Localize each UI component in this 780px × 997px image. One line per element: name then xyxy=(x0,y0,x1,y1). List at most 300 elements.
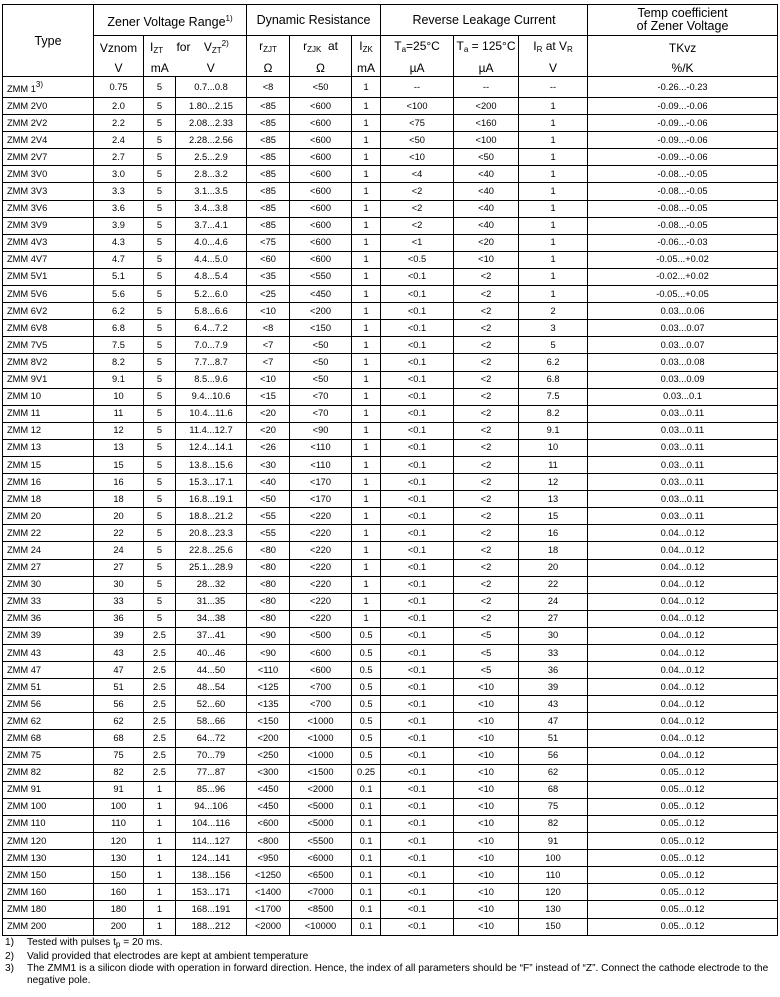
vznom-header: Vznom xyxy=(94,36,144,60)
cell-vzt: 18.8...21.2 xyxy=(176,508,247,525)
table-row xyxy=(3,542,778,559)
cell-vr: 39 xyxy=(519,679,588,696)
cell-izk: 0.5 xyxy=(352,747,381,764)
cell-vznom: 9.1 xyxy=(94,371,144,388)
cell-ir125: <40 xyxy=(454,200,519,217)
cell-ir125: <200 xyxy=(454,98,519,115)
cell-ir125: <40 xyxy=(454,183,519,200)
cell-ir125: <5 xyxy=(454,662,519,679)
cell-rzjt: <55 xyxy=(247,525,290,542)
cell-vr: 150 xyxy=(519,918,588,935)
cell-vzt: 114...127 xyxy=(176,833,247,850)
cell-vzt: 8.5...9.6 xyxy=(176,371,247,388)
header-row-params xyxy=(3,36,778,60)
cell-tkvz: 0.05...0.12 xyxy=(588,867,778,884)
cell-izt: 5 xyxy=(144,132,176,149)
cell-tkvz: 0.03...0.11 xyxy=(588,422,778,439)
cell-ir125: <10 xyxy=(454,901,519,918)
cell-vr: -- xyxy=(519,77,588,98)
cell-rzjk: <6000 xyxy=(290,850,352,867)
cell-vr: 1 xyxy=(519,234,588,251)
cell-vznom: 6.2 xyxy=(94,303,144,320)
cell-rzjk: <5000 xyxy=(290,798,352,815)
cell-izt: 5 xyxy=(144,371,176,388)
cell-vzt: 4.0...4.6 xyxy=(176,234,247,251)
cell-rzjt: <300 xyxy=(247,764,290,781)
cell-rzjk: <700 xyxy=(290,696,352,713)
cell-rzjk: <700 xyxy=(290,679,352,696)
cell-vzt: 188...212 xyxy=(176,918,247,935)
cell-type: ZMM 56 xyxy=(3,696,94,713)
table-row xyxy=(3,405,778,422)
cell-vzt: 4.4...5.0 xyxy=(176,251,247,268)
cell-izt: 5 xyxy=(144,98,176,115)
table-row xyxy=(3,200,778,217)
cell-izk: 0.5 xyxy=(352,679,381,696)
cell-izk: 0.5 xyxy=(352,645,381,662)
cell-tkvz: 0.03...0.07 xyxy=(588,337,778,354)
table-row xyxy=(3,251,778,268)
cell-izt: 5 xyxy=(144,166,176,183)
cell-rzjt: <40 xyxy=(247,474,290,491)
cell-vr: 62 xyxy=(519,764,588,781)
cell-vznom: 82 xyxy=(94,764,144,781)
cell-izt: 5 xyxy=(144,286,176,303)
cell-vzt: 153...171 xyxy=(176,884,247,901)
cell-rzjt: <125 xyxy=(247,679,290,696)
cell-rzjt: <85 xyxy=(247,98,290,115)
table-row xyxy=(3,764,778,781)
cell-tkvz: -0.08...-0.05 xyxy=(588,183,778,200)
cell-tkvz: 0.04...0.12 xyxy=(588,559,778,576)
table-row xyxy=(3,713,778,730)
vr-header: $I_R$ at $V_R$ xyxy=(519,36,588,60)
cell-rzjk: <1500 xyxy=(290,764,352,781)
cell-vzt: 25.1...28.9 xyxy=(176,559,247,576)
cell-rzjt: <80 xyxy=(247,593,290,610)
footnotes xyxy=(2,937,777,987)
cell-rzjt: <1250 xyxy=(247,867,290,884)
cell-ir125: <50 xyxy=(454,149,519,166)
cell-izt: 5 xyxy=(144,183,176,200)
cell-ir25: <4 xyxy=(381,166,454,183)
cell-vznom: 18 xyxy=(94,491,144,508)
cell-ir25: <100 xyxy=(381,98,454,115)
cell-vr: 11 xyxy=(519,456,588,473)
cell-izk: 0.5 xyxy=(352,713,381,730)
cell-izk: 1 xyxy=(352,371,381,388)
cell-ir25: <0.1 xyxy=(381,422,454,439)
cell-type: ZMM 75 xyxy=(3,747,94,764)
cell-izt: 5 xyxy=(144,491,176,508)
cell-rzjk: <200 xyxy=(290,303,352,320)
cell-tkvz: 0.03...0.11 xyxy=(588,439,778,456)
table-row xyxy=(3,268,778,285)
cell-izk: 1 xyxy=(352,405,381,422)
cell-type: ZMM 5V6 xyxy=(3,286,94,303)
table-row xyxy=(3,217,778,234)
cell-vr: 1 xyxy=(519,166,588,183)
cell-vzt: 37...41 xyxy=(176,627,247,644)
cell-type: ZMM 2V4 xyxy=(3,132,94,149)
cell-rzjk: <6500 xyxy=(290,867,352,884)
cell-type: ZMM 27 xyxy=(3,559,94,576)
cell-type: ZMM 150 xyxy=(3,867,94,884)
cell-izt: 5 xyxy=(144,576,176,593)
cell-vr: 110 xyxy=(519,867,588,884)
cell-ir25: <50 xyxy=(381,132,454,149)
cell-rzjt: <1400 xyxy=(247,884,290,901)
cell-izk: 1 xyxy=(352,217,381,234)
cell-vznom: 12 xyxy=(94,422,144,439)
cell-ir25: <0.1 xyxy=(381,850,454,867)
cell-vznom: 11 xyxy=(94,405,144,422)
cell-ir125: -- xyxy=(454,77,519,98)
cell-izk: 1 xyxy=(352,132,381,149)
cell-ir125: <2 xyxy=(454,576,519,593)
cell-type: ZMM 3V3 xyxy=(3,183,94,200)
cell-rzjt: <20 xyxy=(247,422,290,439)
cell-type: ZMM 6V2 xyxy=(3,303,94,320)
cell-tkvz: 0.03...0.11 xyxy=(588,474,778,491)
cell-vzt: 10.4...11.6 xyxy=(176,405,247,422)
table-row xyxy=(3,815,778,832)
cell-ir125: <2 xyxy=(454,542,519,559)
cell-tkvz: 0.04...0.12 xyxy=(588,747,778,764)
cell-vzt: 9.4...10.6 xyxy=(176,388,247,405)
cell-vzt: 104...116 xyxy=(176,815,247,832)
cell-vzt: 2.28...2.56 xyxy=(176,132,247,149)
cell-rzjt: <2000 xyxy=(247,918,290,935)
cell-rzjt: <110 xyxy=(247,662,290,679)
cell-rzjt: <80 xyxy=(247,542,290,559)
cell-ir125: <2 xyxy=(454,354,519,371)
cell-ir125: <10 xyxy=(454,730,519,747)
cell-rzjt: <85 xyxy=(247,149,290,166)
cell-izt: 1 xyxy=(144,798,176,815)
cell-type: ZMM 2V0 xyxy=(3,98,94,115)
cell-vr: 20 xyxy=(519,559,588,576)
table-row xyxy=(3,234,778,251)
cell-vr: 2 xyxy=(519,303,588,320)
cell-rzjt: <200 xyxy=(247,730,290,747)
cell-izt: 5 xyxy=(144,593,176,610)
cell-ir25: <0.1 xyxy=(381,388,454,405)
cell-izt: 2.5 xyxy=(144,713,176,730)
cell-ir25: <0.1 xyxy=(381,696,454,713)
cell-type: ZMM 36 xyxy=(3,610,94,627)
cell-rzjt: <15 xyxy=(247,388,290,405)
cell-vr: 1 xyxy=(519,149,588,166)
cell-izt: 1 xyxy=(144,781,176,798)
cell-izk: 1 xyxy=(352,593,381,610)
cell-vzt: 5.8...6.6 xyxy=(176,303,247,320)
cell-rzjk: <10000 xyxy=(290,918,352,935)
cell-tkvz: 0.04...0.12 xyxy=(588,593,778,610)
cell-type: ZMM 43 xyxy=(3,645,94,662)
cell-ir125: <10 xyxy=(454,713,519,730)
cell-izk: 1 xyxy=(352,200,381,217)
cell-vznom: 51 xyxy=(94,679,144,696)
table-row xyxy=(3,662,778,679)
cell-tkvz: -0.09...-0.06 xyxy=(588,98,778,115)
ir125-header: $T_a = 125^\circ C$ xyxy=(454,36,519,60)
cell-izt: 5 xyxy=(144,542,176,559)
cell-rzjt: <26 xyxy=(247,439,290,456)
cell-izk: 1 xyxy=(352,474,381,491)
cell-rzjk: <1000 xyxy=(290,713,352,730)
cell-rzjk: <220 xyxy=(290,576,352,593)
cell-izt: 5 xyxy=(144,474,176,491)
cell-rzjk: <7000 xyxy=(290,884,352,901)
table-row xyxy=(3,884,778,901)
cell-izk: 1 xyxy=(352,268,381,285)
cell-izt: 2.5 xyxy=(144,645,176,662)
cell-ir25: <0.1 xyxy=(381,815,454,832)
cell-vr: 18 xyxy=(519,542,588,559)
cell-ir25: <0.1 xyxy=(381,867,454,884)
cell-rzjt: <10 xyxy=(247,371,290,388)
cell-vr: 68 xyxy=(519,781,588,798)
cell-vzt: 0.7...0.8 xyxy=(176,77,247,98)
cell-ir25: <0.1 xyxy=(381,781,454,798)
cell-izk: 1 xyxy=(352,98,381,115)
cell-vznom: 22 xyxy=(94,525,144,542)
cell-type: ZMM 18 xyxy=(3,491,94,508)
cell-vznom: 8.2 xyxy=(94,354,144,371)
cell-vr: 130 xyxy=(519,901,588,918)
cell-izt: 5 xyxy=(144,320,176,337)
cell-rzjk: <600 xyxy=(290,662,352,679)
cell-ir125: <10 xyxy=(454,781,519,798)
cell-rzjt: <450 xyxy=(247,781,290,798)
cell-vznom: 10 xyxy=(94,388,144,405)
cell-rzjk: <600 xyxy=(290,217,352,234)
cell-rzjt: <85 xyxy=(247,217,290,234)
cell-vr: 1 xyxy=(519,132,588,149)
cell-izt: 2.5 xyxy=(144,627,176,644)
cell-ir25: <2 xyxy=(381,183,454,200)
cell-rzjk: <2000 xyxy=(290,781,352,798)
cell-vznom: 6.8 xyxy=(94,320,144,337)
cell-vr: 1 xyxy=(519,217,588,234)
cell-ir125: <2 xyxy=(454,491,519,508)
cell-vr: 7.5 xyxy=(519,388,588,405)
cell-vzt: 124...141 xyxy=(176,850,247,867)
cell-tkvz: 0.03...0.1 xyxy=(588,388,778,405)
cell-tkvz: 0.04...0.12 xyxy=(588,713,778,730)
table-row xyxy=(3,371,778,388)
cell-vznom: 120 xyxy=(94,833,144,850)
cell-izk: 1 xyxy=(352,508,381,525)
cell-ir125: <2 xyxy=(454,405,519,422)
cell-vzt: 11.4...12.7 xyxy=(176,422,247,439)
cell-type: ZMM 120 xyxy=(3,833,94,850)
cell-rzjt: <90 xyxy=(247,627,290,644)
cell-vr: 36 xyxy=(519,662,588,679)
cell-rzjt: <135 xyxy=(247,696,290,713)
cell-tkvz: 0.05...0.12 xyxy=(588,901,778,918)
cell-type: ZMM 4V7 xyxy=(3,251,94,268)
cell-tkvz: 0.03...0.06 xyxy=(588,303,778,320)
cell-type: ZMM 16 xyxy=(3,474,94,491)
cell-rzjk: <220 xyxy=(290,525,352,542)
cell-vzt: 44...50 xyxy=(176,662,247,679)
cell-type: ZMM 24 xyxy=(3,542,94,559)
cell-vr: 100 xyxy=(519,850,588,867)
zener-voltage-range-header: Zener Voltage Range$^{1)}$ xyxy=(94,5,247,36)
cell-type: ZMM 82 xyxy=(3,764,94,781)
cell-type: ZMM 4V3 xyxy=(3,234,94,251)
cell-vr: 6.8 xyxy=(519,371,588,388)
cell-izt: 1 xyxy=(144,901,176,918)
table-row xyxy=(3,850,778,867)
cell-ir125: <2 xyxy=(454,439,519,456)
cell-rzjt: <90 xyxy=(247,645,290,662)
cell-izt: 5 xyxy=(144,508,176,525)
cell-izt: 2.5 xyxy=(144,730,176,747)
cell-izk: 1 xyxy=(352,303,381,320)
cell-izt: 2.5 xyxy=(144,662,176,679)
cell-tkvz: 0.04...0.12 xyxy=(588,645,778,662)
cell-vznom: 36 xyxy=(94,610,144,627)
cell-tkvz: -0.05...+0.05 xyxy=(588,286,778,303)
table-row xyxy=(3,491,778,508)
cell-ir125: <2 xyxy=(454,371,519,388)
cell-rzjk: <220 xyxy=(290,593,352,610)
cell-type: ZMM 180 xyxy=(3,901,94,918)
cell-rzjt: <75 xyxy=(247,234,290,251)
cell-izt: 1 xyxy=(144,833,176,850)
cell-ir125: <20 xyxy=(454,234,519,251)
unit-rzjt: Ω xyxy=(247,59,290,77)
cell-ir25: <0.1 xyxy=(381,747,454,764)
cell-tkvz: 0.05...0.12 xyxy=(588,850,778,867)
cell-rzjt: <450 xyxy=(247,798,290,815)
cell-tkvz: 0.03...0.09 xyxy=(588,371,778,388)
table-row xyxy=(3,576,778,593)
cell-rzjk: <600 xyxy=(290,251,352,268)
cell-vznom: 130 xyxy=(94,850,144,867)
cell-vznom: 5.1 xyxy=(94,268,144,285)
cell-izk: 0.5 xyxy=(352,627,381,644)
cell-vznom: 30 xyxy=(94,576,144,593)
cell-ir125: <10 xyxy=(454,696,519,713)
cell-izt: 5 xyxy=(144,610,176,627)
table-row xyxy=(3,456,778,473)
cell-ir25: <1 xyxy=(381,234,454,251)
cell-rzjt: <800 xyxy=(247,833,290,850)
cell-rzjt: <250 xyxy=(247,747,290,764)
cell-type: ZMM 7V5 xyxy=(3,337,94,354)
footnote-2: 2) Valid provided that electrodes are kept at ambient temperature xyxy=(5,950,309,962)
cell-tkvz: 0.05...0.12 xyxy=(588,798,778,815)
cell-rzjk: <1000 xyxy=(290,730,352,747)
cell-rzjt: <8 xyxy=(247,320,290,337)
cell-tkvz: 0.05...0.12 xyxy=(588,781,778,798)
cell-ir125: <2 xyxy=(454,593,519,610)
cell-vznom: 43 xyxy=(94,645,144,662)
cell-vzt: 31...35 xyxy=(176,593,247,610)
cell-type: ZMM 10 xyxy=(3,388,94,405)
cell-rzjk: <220 xyxy=(290,559,352,576)
table-row xyxy=(3,730,778,747)
cell-vzt: 40...46 xyxy=(176,645,247,662)
cell-rzjk: <550 xyxy=(290,268,352,285)
cell-type: ZMM 47 xyxy=(3,662,94,679)
zener-datasheet xyxy=(2,4,777,987)
cell-ir125: <10 xyxy=(454,679,519,696)
table-row xyxy=(3,525,778,542)
cell-izk: 1 xyxy=(352,115,381,132)
table-row xyxy=(3,747,778,764)
cell-vzt: 48...54 xyxy=(176,679,247,696)
cell-rzjk: <50 xyxy=(290,371,352,388)
cell-izt: 5 xyxy=(144,388,176,405)
cell-tkvz: -0.26...-0.23 xyxy=(588,77,778,98)
cell-type: ZMM 30 xyxy=(3,576,94,593)
header-row-groups xyxy=(3,5,778,36)
cell-vr: 27 xyxy=(519,610,588,627)
cell-rzjk: <600 xyxy=(290,200,352,217)
cell-rzjk: <500 xyxy=(290,627,352,644)
cell-izt: 2.5 xyxy=(144,679,176,696)
unit-tkvz: %/K xyxy=(588,59,778,77)
cell-tkvz: 0.05...0.12 xyxy=(588,764,778,781)
table-row xyxy=(3,303,778,320)
cell-izk: 1 xyxy=(352,166,381,183)
cell-ir125: <10 xyxy=(454,918,519,935)
cell-type: ZMM 62 xyxy=(3,713,94,730)
cell-type: ZMM 39 xyxy=(3,627,94,644)
cell-type: ZMM 6V8 xyxy=(3,320,94,337)
cell-vr: 13 xyxy=(519,491,588,508)
cell-tkvz: -0.09...-0.06 xyxy=(588,115,778,132)
cell-izk: 1 xyxy=(352,422,381,439)
cell-ir25: <0.1 xyxy=(381,833,454,850)
cell-izt: 5 xyxy=(144,149,176,166)
cell-vr: 10 xyxy=(519,439,588,456)
cell-rzjk: <450 xyxy=(290,286,352,303)
cell-vznom: 4.7 xyxy=(94,251,144,268)
cell-rzjk: <70 xyxy=(290,388,352,405)
cell-izk: 1 xyxy=(352,439,381,456)
cell-type: ZMM 20 xyxy=(3,508,94,525)
cell-ir25: <0.1 xyxy=(381,764,454,781)
cell-vznom: 15 xyxy=(94,456,144,473)
table-row xyxy=(3,696,778,713)
cell-izt: 1 xyxy=(144,884,176,901)
cell-izk: 1 xyxy=(352,542,381,559)
cell-ir125: <160 xyxy=(454,115,519,132)
cell-tkvz: 0.05...0.12 xyxy=(588,918,778,935)
footnote-3: 3) The ZMM1 is a silicon diode with operation in forward direction. Hence, the index of all parameters should be “F” instead of “Z”. Connect the cathode electrode to the negative pole. xyxy=(5,962,769,986)
cell-rzjk: <50 xyxy=(290,354,352,371)
footnote-1: 1) Tested with pulses $t_p = 20$ ms. xyxy=(5,936,163,949)
cell-ir25: <0.1 xyxy=(381,679,454,696)
cell-rzjt: <85 xyxy=(247,115,290,132)
cell-ir125: <2 xyxy=(454,610,519,627)
cell-vzt: 34...38 xyxy=(176,610,247,627)
cell-type: ZMM 13) xyxy=(3,77,94,98)
cell-vznom: 2.2 xyxy=(94,115,144,132)
cell-tkvz: -0.08...-0.05 xyxy=(588,200,778,217)
cell-izk: 1 xyxy=(352,559,381,576)
cell-izt: 5 xyxy=(144,525,176,542)
table-row xyxy=(3,867,778,884)
table-row xyxy=(3,166,778,183)
cell-tkvz: -0.08...-0.05 xyxy=(588,217,778,234)
